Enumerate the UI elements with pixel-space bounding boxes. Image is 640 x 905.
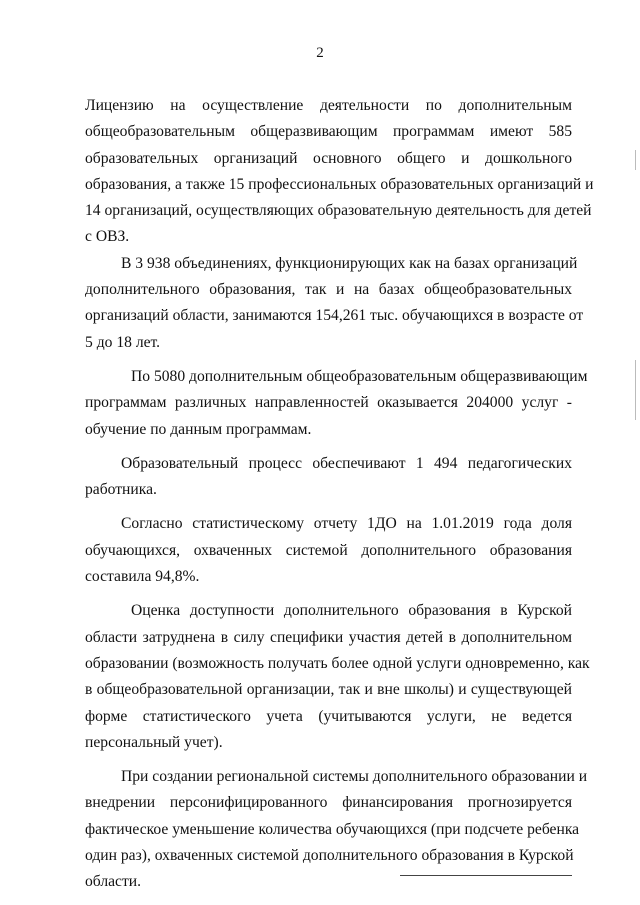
text-line: В 3 938 объединениях, функционирующих как на базах организаций <box>121 254 578 272</box>
text-line: образования, а также 15 профессиональных образовательных организаций и <box>85 175 594 193</box>
text-line: 14 организаций, осуществляющих образовательную деятельность для детей <box>85 202 592 220</box>
scan-artifact <box>635 360 636 420</box>
footer-rule <box>400 875 572 876</box>
page-number: 2 <box>316 45 324 61</box>
text-line: работника. <box>85 481 157 499</box>
text-line: один раз), охваченных системой дополнительного образования в Курской <box>85 847 574 865</box>
text-line: образовании (возможность получать более одной услуги одновременно, как <box>85 654 590 672</box>
text-line: области затруднена в силу специфики участия детей в дополнительном <box>85 628 572 646</box>
text-line: образовательных организаций основного общего и дошкольного <box>85 149 572 167</box>
text-line: обучающихся, охваченных системой дополнительного образования <box>85 541 572 559</box>
paragraph-accessibility <box>85 598 590 756</box>
text-line: Лицензию на осуществление деятельности по дополнительным <box>85 97 572 114</box>
text-line: фактическое уменьшение количества обучающихся (при подсчете ребенка <box>85 820 580 838</box>
paragraph-programs <box>85 364 588 443</box>
text-line: Образовательный процесс обеспечивают 1 494 педагогических <box>121 454 572 472</box>
text-line: с ОВЗ. <box>85 228 130 246</box>
text-line: в общеобразовательной организации, так и вне школы) и существующей <box>85 681 572 699</box>
text-line: общеобразовательным общеразвивающим программам имеют 585 <box>85 123 572 141</box>
paragraph-associations <box>85 251 584 356</box>
text-line: программам различных направленностей оказывается 204000 услуг - <box>85 394 572 412</box>
text-line: При создании региональной системы дополнительного образовании и <box>121 768 588 786</box>
paragraph-teachers <box>85 451 572 504</box>
document-body <box>85 93 594 896</box>
text-line: 5 до 18 лет. <box>85 333 161 351</box>
scan-artifact <box>635 150 636 170</box>
paragraph-statistics <box>85 511 572 590</box>
text-line: области. <box>85 873 142 891</box>
text-line: составила 94,8%. <box>85 568 200 586</box>
text-line: По 5080 дополнительным общеобразовательным общеразвивающим <box>131 367 588 385</box>
text-line: организаций области, занимаются 154,261 тыс. обучающихся в возрасте от <box>85 307 584 325</box>
text-line: персональный учет). <box>85 733 223 751</box>
text-line: Оценка доступности дополнительного образования в Курской <box>131 602 572 620</box>
text-line: дополнительного образования, так и на базах общеобразовательных <box>85 281 572 299</box>
text-line: внедрении персонифицированного финансирования прогнозируется <box>85 794 572 812</box>
text-line: форме статистического учета (учитываются услуги, не ведется <box>85 707 572 725</box>
text-line: обучение по данным программам. <box>85 420 312 438</box>
text-line: Согласно статистическому отчету 1ДО на 1.01.2019 года доля <box>121 515 572 533</box>
paragraph-licenses <box>85 93 594 251</box>
